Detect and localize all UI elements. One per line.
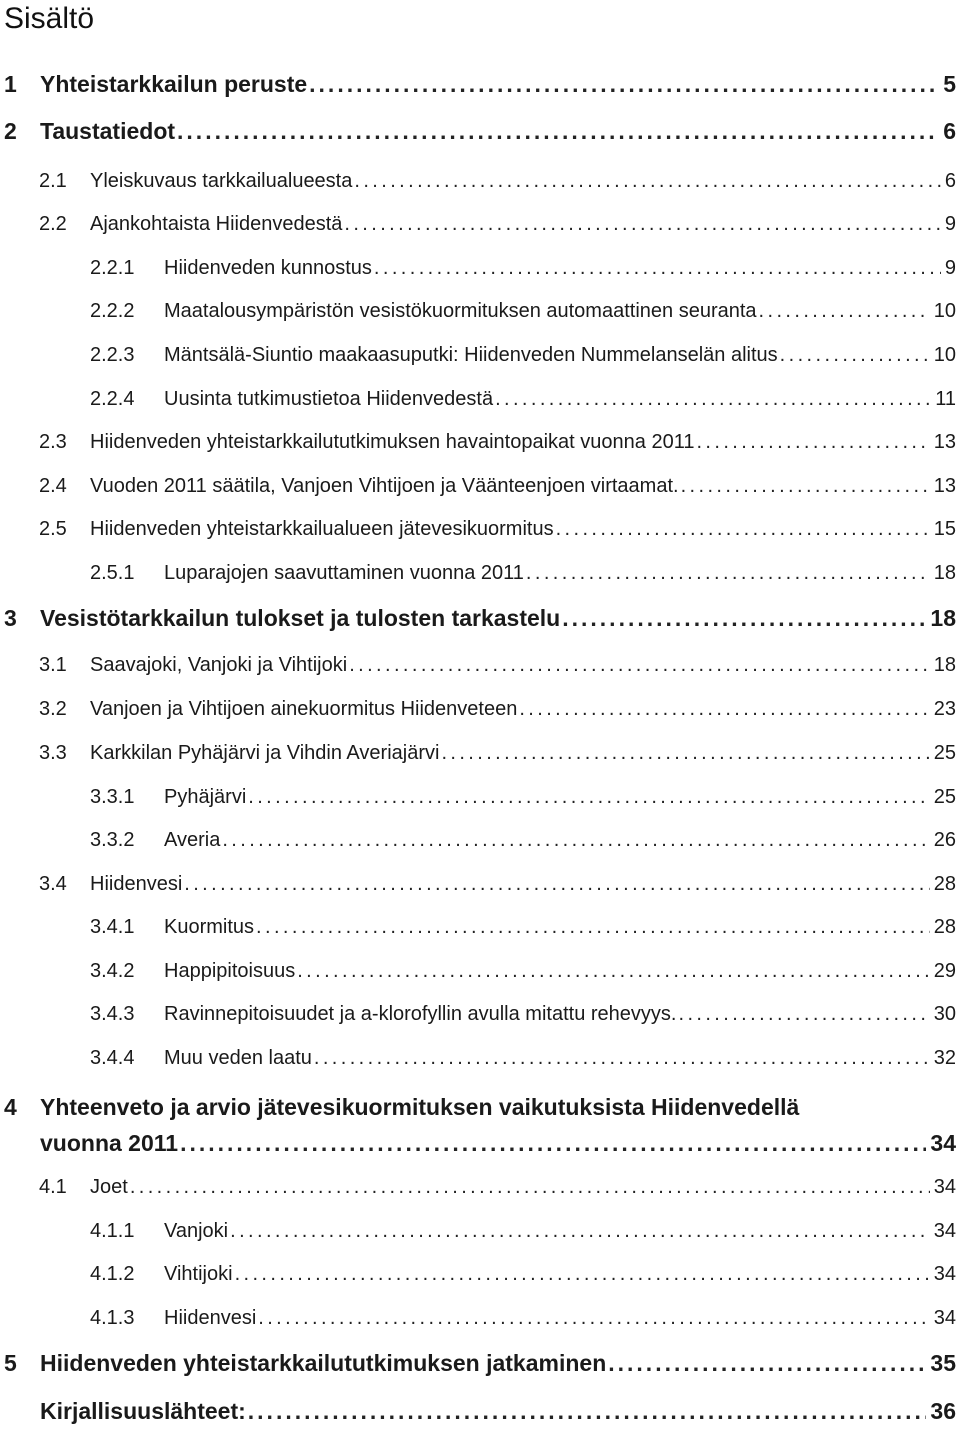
dot-leader [256,912,930,942]
toc-entry-title: Mäntsälä-Siuntio maakaasuputki: Hiidenveden Nummelanselän alitus [164,344,778,366]
dot-leader [562,601,926,635]
toc-entry-number: 4.1 [39,1176,67,1198]
toc-entry-number: 3.4.3 [90,1003,135,1025]
toc-entry[interactable] [0,694,960,724]
toc-entry-number: 3.4.1 [90,916,135,938]
toc-entry-number: 4.1.3 [90,1307,135,1329]
dot-leader [235,1259,930,1289]
toc-entry[interactable] [0,782,960,812]
toc-entry[interactable] [0,67,960,101]
dot-leader [441,738,929,768]
toc-entry[interactable] [0,738,960,768]
dot-leader [297,956,930,986]
toc-entry-title: Karkkilan Pyhäjärvi ja Vihdin Averiajärvi [90,742,440,764]
toc-entry-page: 34 [933,1307,956,1329]
toc-entry-title: Yhteistarkkailun peruste [40,71,308,97]
toc-entry-number: 3.3.1 [90,786,135,808]
toc-entry-page: 34 [933,1176,956,1198]
dot-leader [354,166,941,196]
toc-entry[interactable] [0,1346,960,1380]
toc-entry-number: 2.4 [39,475,67,497]
toc-entry-page: 15 [933,518,956,540]
toc-entry-title: Vuoden 2011 säätila, Vanjoen Vihtijoen ja Väänteenjoen virtaamat. [90,475,679,497]
toc-entry-page: 34 [933,1263,956,1285]
toc-entry[interactable] [0,1172,960,1202]
toc-entry-title: Pyhäjärvi [164,786,247,808]
toc-entry-title: Vesistötarkkailun tulokset ja tulosten tarkastelu [40,605,561,631]
toc-entry-page: 18 [933,562,956,584]
toc-entry[interactable] [0,601,960,635]
toc-entry-page: 35 [930,1350,956,1376]
toc-entry-page: 29 [933,960,956,982]
dot-leader [519,694,929,724]
toc-entry[interactable] [0,956,960,986]
toc-entry-page: 36 [930,1398,956,1424]
toc-entry[interactable] [0,166,960,196]
toc-entry-page: 23 [933,698,956,720]
toc-entry-page: 30 [933,1003,956,1025]
toc-entry-page: 5 [943,71,956,97]
toc-entry[interactable] [0,1394,960,1428]
toc-entry-4[interactable] [0,1090,960,1160]
dot-leader [759,296,930,326]
toc-entry-page: 25 [933,786,956,808]
dot-leader [314,1043,930,1073]
toc-entry-number: 2.2.1 [90,257,135,279]
toc-entry[interactable] [0,999,960,1029]
toc-entry-title: Ravinnepitoisuudet ja a-klorofyllin avulla mitattu rehevyys. [164,1003,677,1025]
toc-entry-title: Luparajojen saavuttaminen vuonna 2011 [164,562,524,584]
toc-entry-title: Ajankohtaista Hiidenvedestä [90,213,343,235]
toc-entry-title: Vanjoen ja Vihtijoen ainekuormitus Hiidenveteen [90,698,518,720]
toc-entry-page: 13 [933,431,956,453]
toc-entry-number: 3.4 [39,873,67,895]
toc-entry-page: 18 [933,654,956,676]
toc-entry-number: 3.1 [39,654,67,676]
dot-leader [678,999,929,1029]
toc-entry-page: 32 [933,1047,956,1069]
toc-entry[interactable] [0,650,960,680]
toc-entry-title: Kuormitus [164,916,255,938]
toc-entry[interactable] [0,296,960,326]
toc-entry-number: 3 [4,605,17,631]
toc-entry-title: Saavajoki, Vanjoki ja Vihtijoki [90,654,348,676]
toc-entry[interactable] [0,869,960,899]
toc-entry-page: 28 [933,873,956,895]
dot-leader [696,427,929,457]
toc-entry-page: 9 [944,257,956,279]
toc-entry[interactable] [0,912,960,942]
toc-entry-number: 2.2.2 [90,300,135,322]
toc-entry-number: 2.5 [39,518,67,540]
toc-entry-number: 3.4.4 [90,1047,135,1069]
page-title: Sisältö [4,2,95,35]
toc-entry-title: Joet [90,1176,128,1198]
toc-entry-title: Hiidenveden yhteistarkkailututkimuksen havaintopaikat vuonna 2011 [90,431,695,453]
dot-leader [681,471,930,501]
toc-entry-number: 2.1 [39,170,67,192]
toc-entry[interactable] [0,1259,960,1289]
toc-entry-page: 34 [933,1220,956,1242]
toc-entry-title: Hiidenveden yhteistarkkailututkimuksen jatkaminen [40,1350,607,1376]
toc-entry-title: Taustatiedot [40,118,176,144]
toc-entry[interactable] [0,1303,960,1333]
toc-entry-title: Maatalousympäristön vesistökuormituksen automaattinen seuranta [164,300,757,322]
toc-entry[interactable] [0,427,960,457]
toc-entry-number: 4 [4,1094,17,1120]
toc-entry-title: Hiidenvesi [90,873,183,895]
toc-entry-page: 6 [944,170,956,192]
dot-leader [248,1394,927,1428]
dot-leader [349,650,930,680]
toc-entry-number: 2.2.3 [90,344,135,366]
toc-entry-title: Yhteenveto ja arvio jätevesikuormituksen vaikutuksista Hiidenvedellä [40,1094,800,1120]
toc-entry-title: Averia [164,829,221,851]
dot-leader [495,384,931,414]
dot-leader [184,869,929,899]
dot-leader [222,825,929,855]
toc-entry-page: 18 [930,605,956,631]
toc-entry-number: 3.3 [39,742,67,764]
dot-leader [780,340,930,370]
toc-entry-number: 2.2 [39,213,67,235]
dot-leader [258,1303,929,1333]
dot-leader [180,1126,926,1160]
toc-entry-number: 3.3.2 [90,829,135,851]
toc-entry[interactable] [0,209,960,239]
toc-entry-number: 3.4.2 [90,960,135,982]
toc-entry-title: Vihtijoki [164,1263,233,1285]
toc-entry-page: 11 [935,388,956,410]
dot-leader [526,558,930,588]
toc-entry-title: Yleiskuvaus tarkkailualueesta [90,170,353,192]
toc-entry-number: 2.3 [39,431,67,453]
toc-entry-page: 25 [933,742,956,764]
toc-entry[interactable] [0,825,960,855]
toc-entry-title: Hiidenveden kunnostus [164,257,372,279]
toc-entry-number: 2.5.1 [90,562,135,584]
toc-entry-page: 10 [933,344,956,366]
toc-entry-page: 26 [933,829,956,851]
toc-entry[interactable] [0,1043,960,1073]
toc-entry[interactable] [0,253,960,283]
dot-leader [556,514,930,544]
toc-entry-title: Hiidenvesi [164,1307,257,1329]
toc-entry-number: 1 [4,71,17,97]
toc-entry-title-continued: vuonna 2011 [40,1130,179,1156]
toc-entry-page: 13 [933,475,956,497]
toc-entry[interactable] [0,471,960,501]
dot-leader [230,1216,930,1246]
dot-leader [177,114,939,148]
toc-entry-title: Vanjoki [164,1220,229,1242]
dot-leader [248,782,929,812]
toc-entry[interactable] [0,384,960,414]
toc-entry-title: Hiidenveden yhteistarkkailualueen jätevesikuormitus [90,518,554,540]
toc-entry[interactable] [0,340,960,370]
toc-entry-page: 28 [933,916,956,938]
toc-entry[interactable] [0,1216,960,1246]
toc-entry-title: Happipitoisuus [164,960,296,982]
toc-entry-number: 4.1.2 [90,1263,135,1285]
toc-entry-page: 9 [944,213,956,235]
toc-entry-number: 5 [4,1350,17,1376]
toc-entry-page: 6 [943,118,956,144]
toc-entry-number: 3.2 [39,698,67,720]
toc-entry-title: Uusinta tutkimustietoa Hiidenvedestä [164,388,494,410]
toc-entry-number: 2 [4,118,17,144]
dot-leader [608,1346,926,1380]
toc-entry[interactable] [0,558,960,588]
toc-entry-page: 10 [933,300,956,322]
toc-entry-title: Muu veden laatu [164,1047,312,1069]
toc-entry[interactable] [0,514,960,544]
toc-entry-title: Kirjallisuuslähteet: [40,1398,246,1424]
dot-leader [309,67,939,101]
toc-entry-number: 4.1.1 [90,1220,135,1242]
toc-entry[interactable] [0,114,960,148]
dot-leader [344,209,940,239]
toc-entry-page: 34 [930,1130,956,1156]
toc-entry-number: 2.2.4 [90,388,135,410]
dot-leader [130,1172,930,1202]
dot-leader [374,253,941,283]
